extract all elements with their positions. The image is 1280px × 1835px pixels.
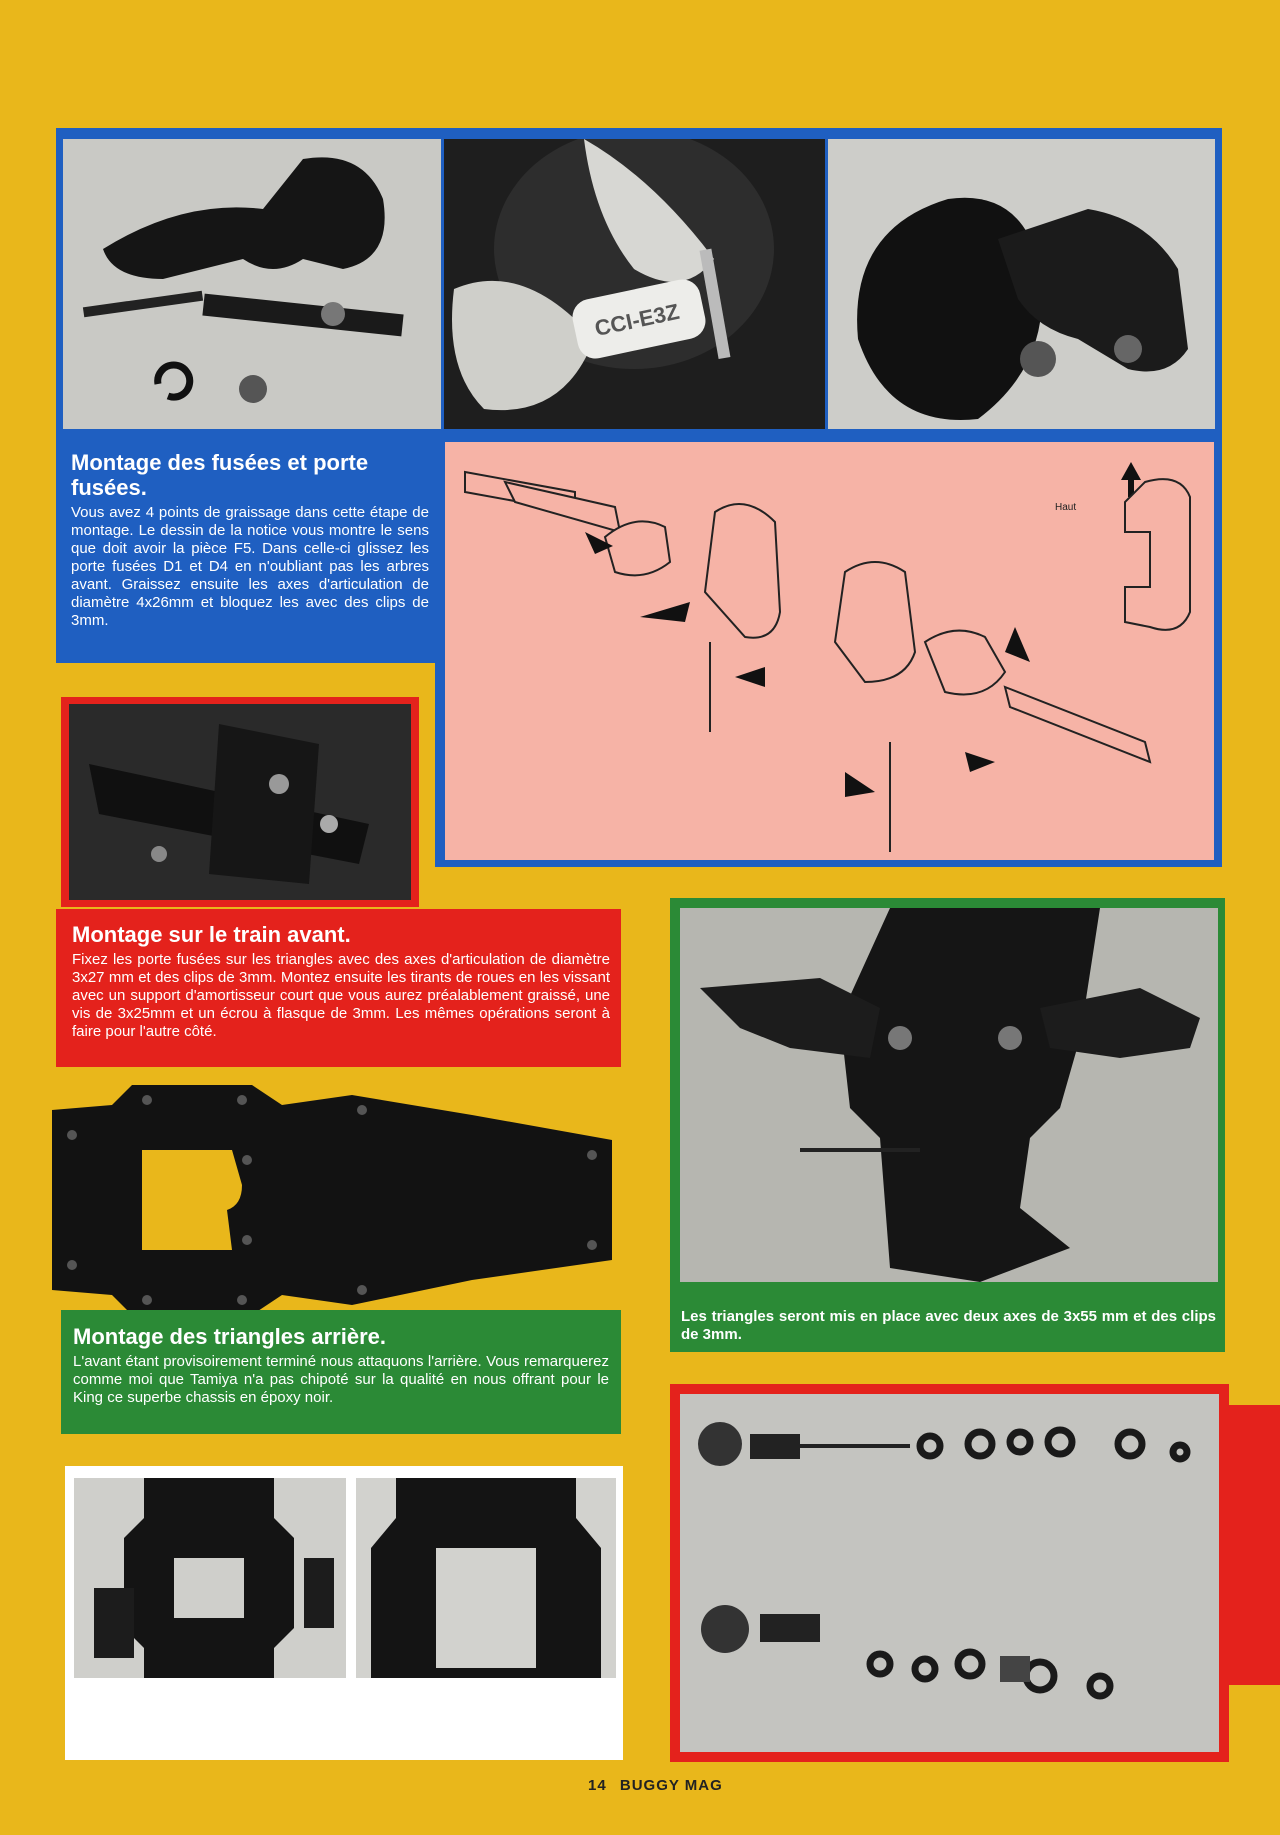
section-triangles-arriere-title: Montage des triangles arrière. [73, 1324, 386, 1349]
section-train-avant-title: Montage sur le train avant. [72, 922, 351, 947]
chassis-plate-image [52, 1085, 622, 1315]
svg-text:CCI-E3Z: CCI-E3Z [592, 298, 682, 342]
photo-mounted-knuckle [828, 139, 1215, 429]
section-fusees-body: Vous avez 4 points de graissage dans cette étape de montage. Le dessin de la notice vous montre le sens que doit avoir la pièce F5. Dans celle-ci glissez les porte fusées D1 et D4 en n'oubliant pas les arbres avant. Graissez ensuite les axes d'articulation de diamètre 4x26mm et bloquez les avec des clips de 3mm. [71, 504, 429, 629]
section-train-avant-caption [72, 922, 610, 1041]
section-triangles-arriere-caption [73, 1324, 609, 1407]
photo-chassis-front [74, 1478, 346, 1678]
footer-page-number: 14 [588, 1777, 607, 1794]
triangles-caption [681, 1308, 1216, 1344]
photo-chassis-rear [356, 1478, 616, 1678]
section-triangles-arriere-body: L'avant étant provisoirement terminé nous attaquons l'arrière. Vous remarquerez comme moi que Tamiya n'a pas chipoté sur la qualité en nous offrant pour le King ce superbe chassis en époxy noir. [73, 1353, 609, 1406]
section-fusees-caption [71, 450, 429, 630]
triangles-caption-text: Les triangles seront mis en place avec deux axes de 3x55 mm et des clips de 3mm. [681, 1308, 1216, 1343]
assembly-diagram [445, 442, 1214, 860]
photo-shaft-parts [680, 1394, 1219, 1752]
page-footer [588, 1777, 788, 1794]
section-fusees-title: Montage des fusées et porte fusées. [71, 450, 369, 500]
footer-magazine-name: BUGGY MAG [619, 1777, 723, 1794]
section-train-avant-body: Fixez les porte fusées sur les triangles avec des axes d'articulation de diamètre 3x27 mm et des clips de 3mm. Montez ensuite les tirants de roues en les vissant avec un support d'amortisseur court que vous aurez préalablement graissé, une vis de 3x25mm et un écrou à flasque de 3mm. Les mêmes opérations seront à faire pour l'autre côté. [72, 951, 610, 1040]
photo-grease-tube [444, 139, 825, 429]
photo-rear-triangles [680, 908, 1218, 1282]
diagram-haut-label: Haut [1055, 502, 1077, 513]
photo-front-assembly [69, 704, 411, 900]
edge-red-tab [1229, 1405, 1280, 1685]
photo-steering-parts [63, 139, 441, 429]
